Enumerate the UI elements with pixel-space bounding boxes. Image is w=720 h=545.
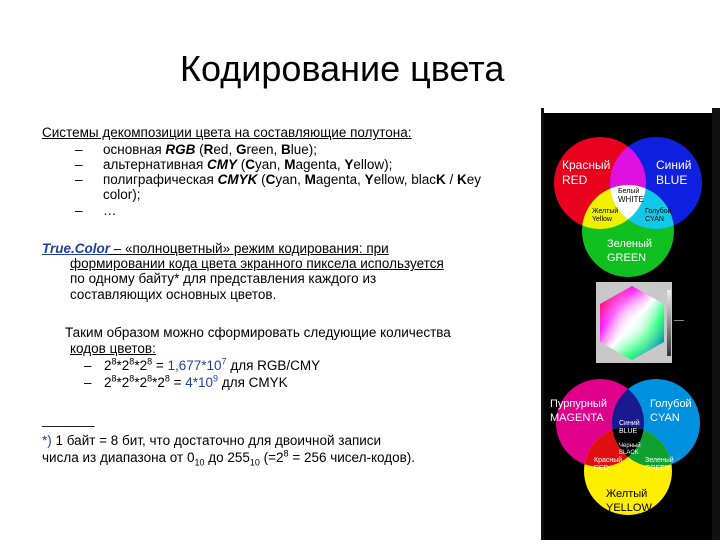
- exp: 8: [147, 356, 153, 367]
- text: *2: [134, 375, 148, 390]
- text: *2: [134, 358, 148, 373]
- label-red-ru: Красный: [594, 457, 623, 464]
- label-yellow-ru: Желтый: [606, 488, 648, 500]
- footnote-mark: *): [42, 433, 52, 448]
- text: *2: [116, 375, 130, 390]
- rgb-diagram: [544, 113, 712, 280]
- text: yan,: [275, 172, 305, 187]
- letter: B: [281, 142, 291, 157]
- label-red-en: RED: [594, 465, 609, 472]
- label-red-en: RED: [562, 173, 588, 187]
- label-cyan-en: CYAN: [650, 412, 680, 424]
- subscript: 10: [249, 457, 260, 468]
- text: альтернативная: [103, 157, 207, 172]
- bullet-rgb: [103, 142, 317, 157]
- text: agenta,: [315, 172, 365, 187]
- label-green-ru: Зеленый: [607, 238, 653, 250]
- rgb-diagram-svg: [544, 113, 712, 280]
- text: ey: [466, 172, 482, 187]
- letter: K: [457, 172, 467, 187]
- text: для RGB/CMY: [226, 358, 321, 373]
- dash: –: [75, 157, 83, 172]
- letter: C: [245, 157, 255, 172]
- letter: M: [284, 157, 296, 172]
- exp: 9: [213, 373, 219, 384]
- counts-line: кодов цветов:: [70, 341, 156, 356]
- text: =: [169, 375, 186, 390]
- cmy-term: CMY: [207, 157, 237, 172]
- dash: –: [84, 358, 92, 373]
- text: yan,: [255, 157, 285, 172]
- label-white-ru: Белый: [618, 188, 640, 195]
- text: ellow, blac: [373, 172, 436, 187]
- dash: –: [75, 172, 83, 187]
- label-yellow-en: YELLOW: [606, 502, 652, 514]
- text: полиграфическая: [103, 172, 218, 187]
- text: (=2: [259, 450, 284, 465]
- label-blue-ru: Синий: [619, 420, 640, 427]
- text: lue);: [290, 142, 318, 157]
- cmy-diagram-svg: [544, 365, 712, 540]
- dash: –: [84, 375, 92, 390]
- text: ellow);: [353, 157, 393, 172]
- list-item: [75, 157, 393, 172]
- exp: 8: [111, 373, 117, 384]
- bullet-cmyk-continued: color);: [103, 187, 141, 202]
- exp: 8: [129, 373, 135, 384]
- truecolor-line: [42, 241, 389, 256]
- label-white-en: WHITE: [618, 195, 644, 204]
- text: =: [152, 358, 168, 373]
- text: (: [237, 157, 246, 172]
- value: 1,677*10: [167, 358, 222, 373]
- text: agenta,: [295, 157, 345, 172]
- text: ed,: [213, 142, 236, 157]
- text: reen,: [246, 142, 281, 157]
- label-blue-en: BLUE: [619, 428, 638, 435]
- list-item: [84, 373, 288, 390]
- label-black-ru: Черный: [619, 443, 641, 449]
- label-magenta-ru: Пурпурный: [550, 398, 607, 410]
- subscript: 10: [194, 457, 205, 468]
- truecolor-line: по одному байту* для представления каждого из: [70, 271, 377, 286]
- label-blue-en: BLUE: [656, 173, 688, 187]
- text: (: [257, 172, 266, 187]
- cmy-diagram: [544, 365, 712, 540]
- list-item: [75, 172, 482, 187]
- footnote-rule: _______: [42, 412, 95, 427]
- text: 2: [104, 375, 112, 390]
- letter: M: [304, 172, 316, 187]
- label-green-ru: Зеленый: [645, 457, 674, 464]
- text: = 256 чисел-кодов).: [288, 450, 416, 465]
- text: до 255: [204, 450, 250, 465]
- cmyk-count: [104, 375, 288, 390]
- exp: 8: [164, 373, 170, 384]
- truecolor-term: True.Color: [42, 241, 111, 256]
- truecolor-line: формировании кода цвета экранного пиксела используется: [70, 256, 444, 271]
- cmyk-term: CMYK: [217, 172, 258, 187]
- label-yellow-en: Yellow: [592, 216, 612, 223]
- exp: 7: [221, 356, 227, 367]
- bullet-cmy: [103, 157, 392, 172]
- text: 2: [104, 358, 112, 373]
- label-cyan-ru: Голубой: [650, 398, 692, 410]
- truecolor-line: составляющих основных цветов.: [70, 287, 277, 302]
- color-hexagon-svg: [544, 280, 712, 365]
- exp: 8: [147, 373, 153, 384]
- rgb-term: RGB: [165, 142, 196, 157]
- color-hexagon-icon: [544, 280, 712, 365]
- label-yellow-ru: Желтый: [592, 208, 619, 215]
- letter: C: [265, 172, 276, 187]
- letter: G: [235, 142, 247, 157]
- exp: 8: [283, 448, 289, 459]
- text: /: [445, 172, 457, 187]
- exp: 8: [111, 356, 117, 367]
- letter: Y: [344, 157, 354, 172]
- label-cyan-ru: Голубой: [645, 208, 672, 215]
- text: (: [195, 142, 204, 157]
- footnote-line: [42, 433, 381, 448]
- label-black-en: BLACK: [619, 450, 639, 456]
- value: 4*10: [185, 375, 214, 390]
- bullet-cmyk: [103, 172, 481, 187]
- label-green-en: GREEN: [607, 252, 647, 264]
- label-cyan-en: CYAN: [645, 216, 664, 223]
- text: *2: [116, 358, 130, 373]
- list-item: [75, 142, 318, 157]
- letter: K: [435, 172, 446, 187]
- text: – «полноцветный» режим кодирования: при: [110, 241, 389, 256]
- text: 1 байт = 8 бит, что достаточно для двоичной записи: [51, 433, 382, 448]
- text: числа из диапазона от 0: [42, 450, 195, 465]
- intro-text: Системы декомпозиции цвета на составляющие полутона:: [42, 125, 412, 140]
- exp: 8: [129, 356, 135, 367]
- label-magenta-en: MAGENTA: [550, 412, 604, 424]
- page-title: Кодирование цвета: [180, 48, 505, 89]
- divider: [712, 108, 720, 540]
- letter: R: [203, 142, 214, 157]
- label-green-en: GREEN: [645, 465, 670, 472]
- dash: –: [75, 142, 83, 157]
- label-blue-ru: Синий: [656, 158, 692, 172]
- dash: –: [75, 203, 83, 218]
- list-item: [84, 356, 321, 373]
- counts-line: Таким образом можно сформировать следующие количества: [65, 325, 451, 340]
- text: *2: [152, 375, 165, 390]
- text: для CMYK: [218, 375, 288, 390]
- text: основная: [103, 142, 166, 157]
- footnote-line: [42, 448, 416, 468]
- ellipsis: …: [103, 203, 117, 218]
- list-item: [75, 203, 117, 218]
- letter: Y: [364, 172, 374, 187]
- rgb-count: [104, 358, 320, 373]
- label-red-ru: Красный: [562, 158, 611, 172]
